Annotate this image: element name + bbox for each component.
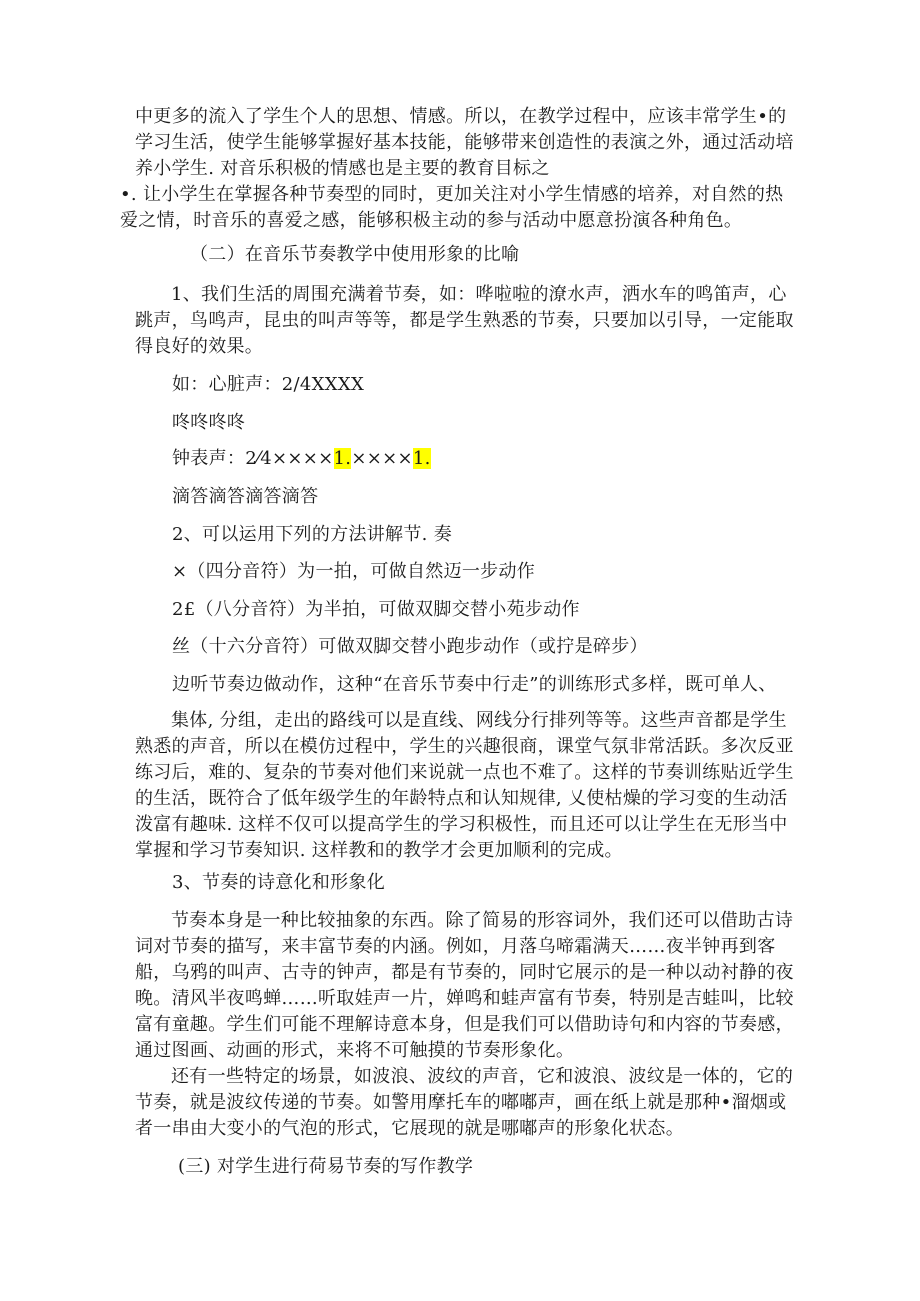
paragraph-5: 2£（八分音符）为半拍，可做双脚交替小苑步动作 [172,599,580,620]
highlight-1: 1. [333,448,352,469]
example-clock [172,446,431,472]
paragraph-7: 边听节奏边做动作，这种“在音乐节奏中行走”的训练形式多样，既可单人、 [172,674,777,695]
section-heading-3: 3、节奏的诗意化和形象化 [172,872,386,893]
section-heading-2: （二）在音乐节奏教学中使用形象的比喻 [190,244,520,265]
paragraph-4: ×（四分音符）为一拍，可做自然迈一步动作 [172,561,536,582]
paragraph-2: 1、我们生活的周围充满着节奏，如：哗啦啦的潦水声，洒水车的鸣笛声，心跳声，鸟鸣声，昆虫的叫声等等，都是学生熟悉的节奏，只要加以引导，一定能取得良好的效果。 [135,284,794,357]
example-clock-sound: 滴答滴答滴答滴答 [172,486,319,507]
paragraph-9: 节奏本身是一种比较抽象的东西。除了简易的形容词外，我们还可以借助古诗词对节奏的描写，来丰富节奏的内涵。例如，月落乌啼霜满天……夜半钟再到客船，乌鸦的叫声、古寺的钟声，都是有节奏的，同时它展示的是一种以动衬静的夜晚。清风半夜鸣蝉……听取娃声一片，婵鸣和蛙声富有节奏，特别是吉蛙叫，比较富有童趣。学生们可能不理解诗意本身，但是我们可以借助诗句和内容的节奏感，通过图画、动画的形式，来将不可触摸的节奏形象化。 [135,910,794,1061]
paragraph-10: 还有一些特定的场景，如波浪、波纹的声音，它和波浪、波纹是一体的，它的节奏，就是波纹传递的节奏。如警用摩托车的嘟嘟声，画在纸上就是那种•溜烟或者一串由大变小的气泡的形式，它展现的就是哪嘟声的形象化状态。 [135,1066,794,1139]
paragraph-6: 丝（十六分音符）可做双脚交替小跑步动作（或拧是碎步） [172,636,648,657]
paragraph-3: 2、可以运用下列的方法讲解节. 奏 [172,524,452,545]
paragraph-1-continued: •. 让小学生在掌握各种节奏型的同时，更加关注对小学生情感的培养，对自然的热爱之情，时音乐的喜爱之感，能够积极主动的参与活动中愿意扮演各种角色。 [120,184,784,231]
example-heartbeat-sound: 咚咚咚咚 [172,412,246,433]
example-heartbeat: 如：心脏声：2/4XXXX [172,374,365,395]
section-heading-4: (三) 对学生进行荷易节奏的写作教学 [178,1156,474,1177]
paragraph-1: 中更多的流入了学生个人的思想、情感。所以，在教学过程中，应该丰常学生•的学习生活，使学生能够掌握好基本技能，能够带来创造性的表演之外，通过活动培养小学生. 对音乐积极的情感也是主要的教育目标之 [135,106,794,179]
example-clock-mid: ×××× [351,448,413,469]
highlight-2: 1. [412,448,431,469]
paragraph-8: 集体, 分组，走出的路线可以是直线、网线分行排列等等。这些声音都是学生熟悉的声音，所以在模仿过程中，学生的兴趣很商，课堂气氛非常活跃。多次反亚练习后，难的、复杂的节奏对他们来说就一点也不难了。这样的节奏训练贴近学生的生活，既符合了低年级学生的年龄特点和认知规律, 乂使枯燥的学习变的生动活泼富有趣味. 这样不仅可以提高学生的学习积极性，而且还可以让学生在无形当中掌握和学习节奏知识. 这样教和的教学才会更加顺利的完成。 [135,710,794,861]
example-clock-prefix: 钟表声：2⁄4×××× [172,448,334,469]
